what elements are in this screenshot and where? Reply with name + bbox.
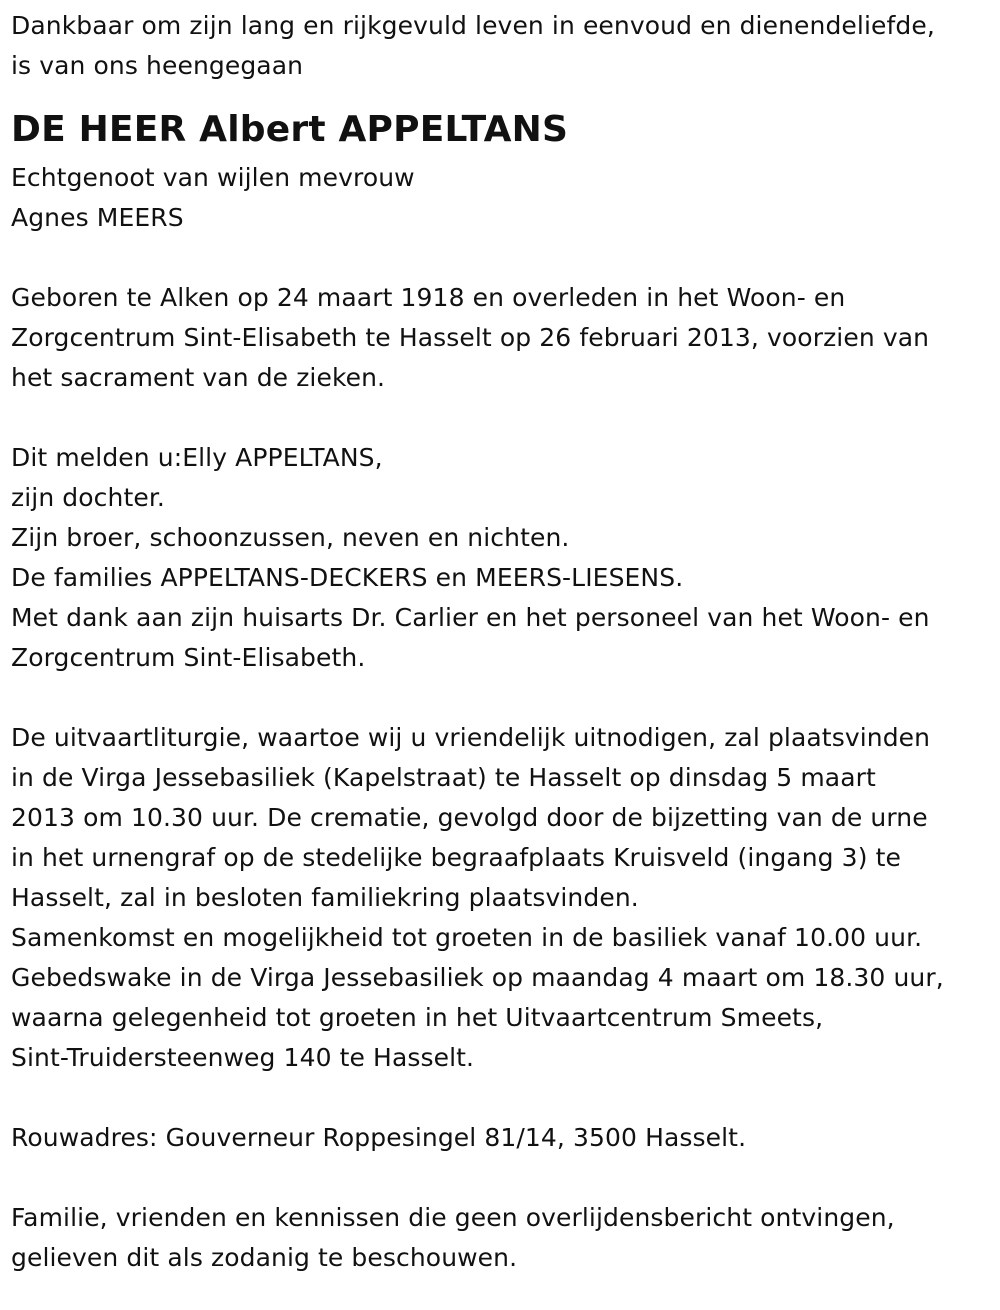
closing-line: gelieven dit als zodanig te beschouwen.	[11, 1243, 518, 1272]
closing-line: Familie, vrienden en kennissen die geen overlijdensbericht ontvingen,	[11, 1203, 895, 1232]
announcers-line: Met dank aan zijn huisarts Dr. Carlier en het personeel van het Woon- en	[11, 603, 930, 632]
announcers-line: Zorgcentrum Sint-Elisabeth.	[11, 643, 366, 672]
birth-death-line: Zorgcentrum Sint-Elisabeth te Hasselt op 26 februari 2013, voorzien van	[11, 323, 930, 352]
funeral-line: Gebedswake in de Virga Jessebasiliek op maandag 4 maart om 18.30 uur,	[11, 963, 944, 992]
spouse-line: Echtgenoot van wijlen mevrouw	[11, 163, 415, 192]
intro-line: Dankbaar om zijn lang en rijkgevuld leven in eenvoud en dienendeliefde,	[11, 11, 935, 40]
funeral-line: in het urnengraf op de stedelijke begraafplaats Kruisveld (ingang 3) te	[11, 843, 901, 872]
announcers-line: De families APPELTANS-DECKERS en MEERS-LIESENS.	[11, 563, 684, 592]
birth-death-line: het sacrament van de zieken.	[11, 363, 386, 392]
address-paragraph	[11, 1118, 996, 1158]
funeral-line: De uitvaartliturgie, waartoe wij u vriendelijk uitnodigen, zal plaatsvinden	[11, 723, 931, 752]
announcers-line: zijn dochter.	[11, 483, 165, 512]
funeral-line: waarna gelegenheid tot groeten in het Uitvaartcentrum Smeets,	[11, 1003, 824, 1032]
paragraph-spacer	[11, 1158, 996, 1198]
paragraph-spacer	[11, 238, 996, 278]
funeral-line: Sint-Truidersteenweg 140 te Hasselt.	[11, 1043, 475, 1072]
birth-death-line: Geboren te Alken op 24 maart 1918 en overleden in het Woon- en	[11, 283, 846, 312]
spouse-paragraph	[11, 158, 996, 238]
funeral-paragraph	[11, 718, 996, 1078]
spouse-line: Agnes MEERS	[11, 203, 184, 232]
announcers-paragraph	[11, 438, 996, 678]
funeral-line: 2013 om 10.30 uur. De crematie, gevolgd door de bijzetting van de urne	[11, 803, 928, 832]
funeral-line: Hasselt, zal in besloten familiekring plaatsvinden.	[11, 883, 639, 912]
funeral-line: in de Virga Jessebasiliek (Kapelstraat) te Hasselt op dinsdag 5 maart	[11, 763, 876, 792]
intro-paragraph	[11, 6, 996, 86]
announcers-line: Zijn broer, schoonzussen, neven en nichten.	[11, 523, 570, 552]
funeral-line: Samenkomst en mogelijkheid tot groeten in de basiliek vanaf 10.00 uur.	[11, 923, 923, 952]
closing-paragraph	[11, 1198, 996, 1278]
paragraph-spacer	[11, 678, 996, 718]
obituary-notice	[11, 6, 996, 1278]
deceased-name: DE HEER Albert APPELTANS	[11, 109, 569, 150]
intro-line: is van ons heengegaan	[11, 51, 304, 80]
deceased-name-block	[11, 102, 996, 158]
mourning-address: Rouwadres: Gouverneur Roppesingel 81/14, 3500 Hasselt.	[11, 1123, 747, 1152]
birth-death-paragraph	[11, 278, 996, 398]
announcers-line: Dit melden u:Elly APPELTANS,	[11, 443, 383, 472]
paragraph-spacer	[11, 398, 996, 438]
paragraph-spacer	[11, 1078, 996, 1118]
